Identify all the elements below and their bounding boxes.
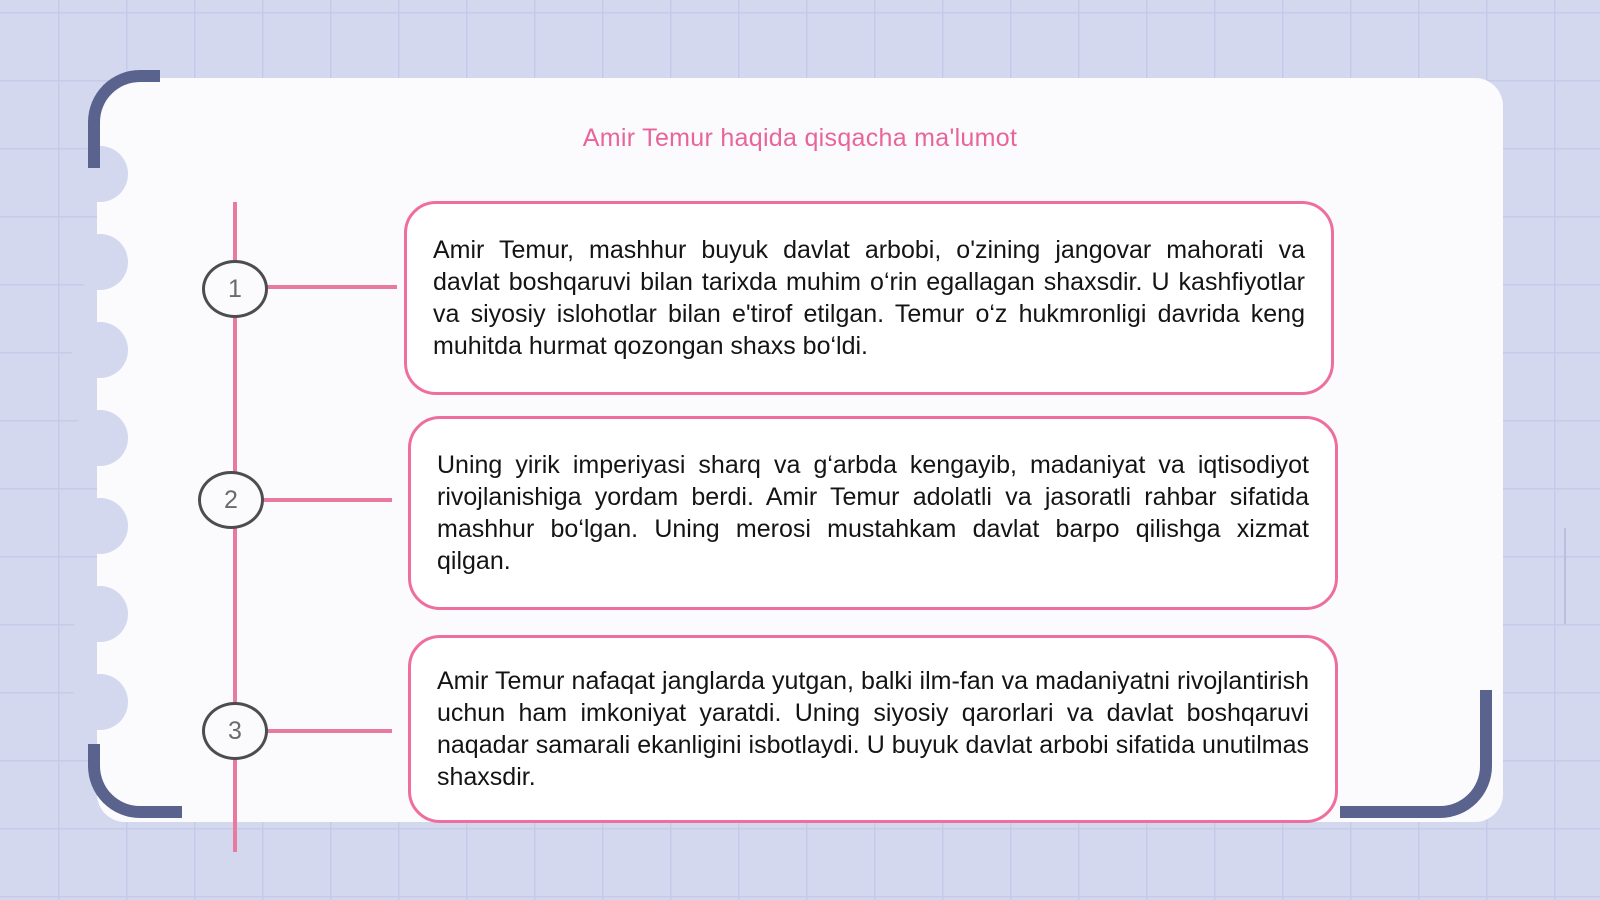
timeline-number-badge — [202, 702, 268, 760]
timeline-number: 1 — [228, 274, 242, 303]
timeline-text-box — [408, 416, 1338, 610]
scallop-notch — [72, 410, 128, 466]
timeline-text: Uning yirik imperiyasi sharq va g‘arbda kengayib, madaniyat va iqtisodiyot rivojlanishiga yordam berdi. Amir Temur adolatli va jasoratli rahbar sifatida mashhur bo‘lgan. Uning merosi mustahkam davlat barpo qilishga xizmat qilgan. — [437, 451, 1309, 575]
timeline-connector — [264, 729, 392, 733]
edge-divider — [1564, 528, 1566, 624]
timeline-text: Amir Temur nafaqat janglarda yutgan, balki ilm-fan va madaniyatni rivojlantirish uchun ham imkoniyat yaratdi. Uning siyosiy qarorlari va davlat boshqaruvi naqadar samarali ekanligini isbotlaydi. U buyuk davlat arbobi sifatida unutilmas shaxsdir. — [437, 667, 1309, 791]
timeline-text-box — [408, 635, 1338, 823]
scallop-notch — [72, 322, 128, 378]
timeline-connector — [262, 498, 392, 502]
scallop-notch — [72, 674, 128, 730]
corner-bracket-bottom-right — [1340, 690, 1492, 818]
timeline-text-box — [404, 201, 1334, 395]
corner-bracket-top-left — [88, 70, 160, 168]
scallop-notch — [72, 498, 128, 554]
scallop-notch — [72, 586, 128, 642]
timeline-number: 3 — [228, 716, 242, 745]
timeline-number-badge — [198, 471, 264, 529]
timeline-number: 2 — [224, 485, 238, 514]
slide-title: Amir Temur haqida qisqacha ma'lumot — [582, 124, 1018, 152]
scallop-notch — [72, 234, 128, 290]
timeline-text: Amir Temur, mashhur buyuk davlat arbobi, o'zining jangovar mahorati va davlat boshqaruvi bilan tarixda muhim o‘rin egallagan shaxsdir. U kashfiyotlar va siyosiy islohotlar bilan e'tirof etilgan. Temur o‘z hukmronligi davrida keng muhitda hurmat qozongan shaxs bo‘ldi. — [433, 236, 1305, 360]
timeline-number-badge — [202, 260, 268, 318]
timeline-connector — [264, 285, 397, 289]
